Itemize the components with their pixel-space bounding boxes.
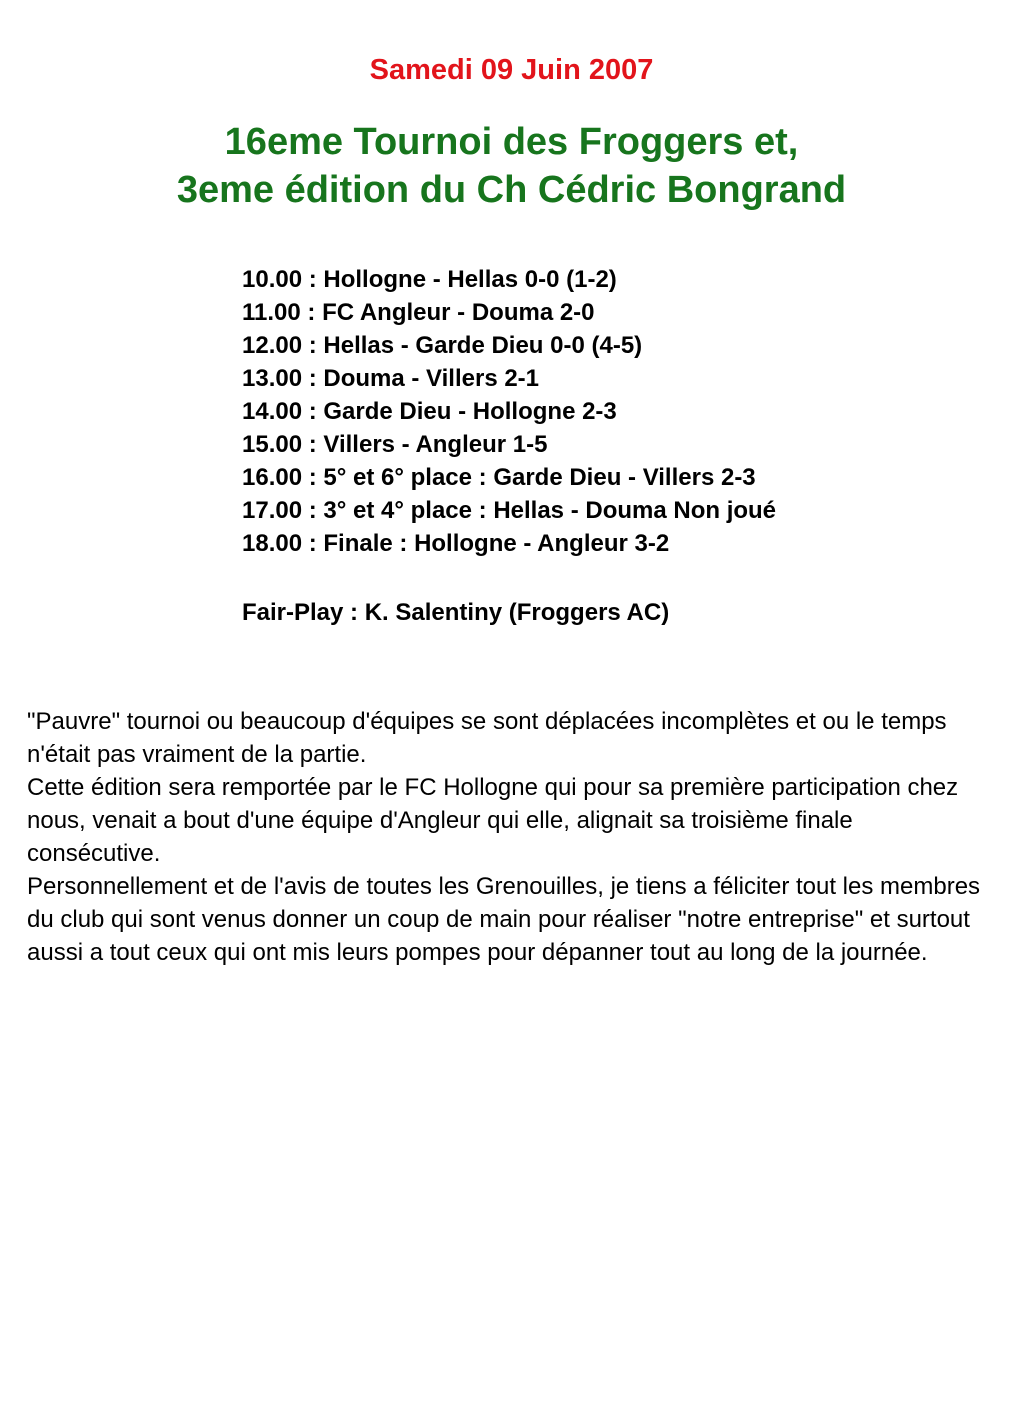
match-result-item: 11.00 : FC Angleur - Douma 2-0 [242, 299, 595, 326]
report-paragraph-1: "Pauvre" tournoi ou beaucoup d'équipes se sont déplacées incomplètes et ou le temps n'était pas vraiment de la partie. [27, 708, 947, 768]
match-result-item: 10.00 : Hollogne - Hellas 0-0 (1-2) [242, 266, 617, 293]
tournament-report [27, 705, 987, 969]
match-result-item: 13.00 : Douma - Villers 2-1 [242, 365, 540, 392]
page-title [0, 118, 1023, 214]
match-result-item: 17.00 : 3° et 4° place : Hellas - Douma Non joué [242, 497, 777, 524]
fair-play-award: Fair-Play : K. Salentiny (Froggers AC) [242, 599, 670, 626]
event-date: Samedi 09 Juin 2007 [369, 54, 654, 86]
match-results-list [242, 263, 1002, 560]
match-result-item: 14.00 : Garde Dieu - Hollogne 2-3 [242, 398, 617, 425]
title-line-1: 16eme Tournoi des Froggers et, [224, 121, 799, 163]
match-result-item: 16.00 : 5° et 6° place : Garde Dieu - Villers 2-3 [242, 464, 756, 491]
title-line-2: 3eme édition du Ch Cédric Bongrand [176, 169, 847, 211]
report-paragraph-3: Personnellement et de l'avis de toutes les Grenouilles, je tiens a féliciter tout les membres du club qui sont venus donner un coup de main pour réaliser "notre entreprise" et surtout aussi a tout ceux qui ont mis leurs pompes pour dépanner tout au long de la journée. [27, 873, 981, 966]
match-result-item: 15.00 : Villers - Angleur 1-5 [242, 431, 548, 458]
match-result-item: 12.00 : Hellas - Garde Dieu 0-0 (4-5) [242, 332, 643, 359]
report-paragraph-2: Cette édition sera remportée par le FC Hollogne qui pour sa première participation chez nous, venait a bout d'une équipe d'Angleur qui elle, alignait sa troisième finale consécutive. [27, 774, 959, 867]
match-result-item: 18.00 : Finale : Hollogne - Angleur 3-2 [242, 530, 670, 557]
